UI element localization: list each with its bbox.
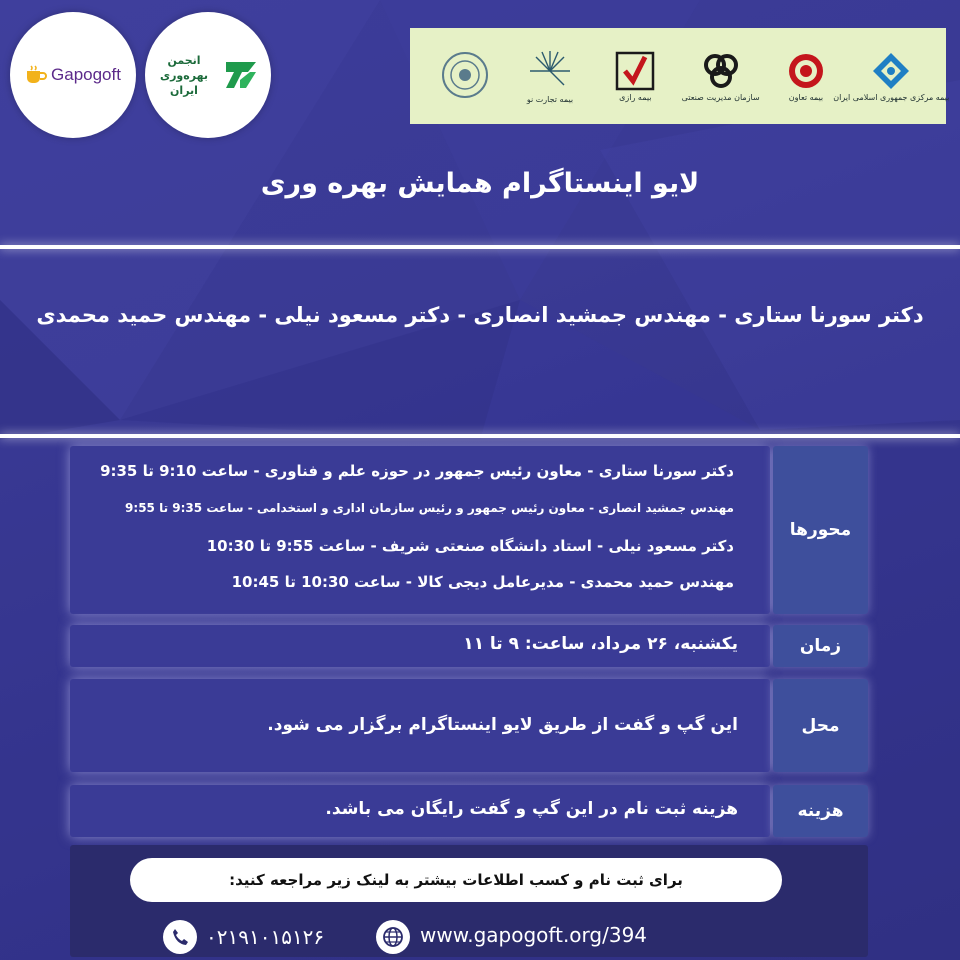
cost-row (70, 785, 868, 837)
time-label: زمان (773, 625, 868, 667)
geometric-emblem-icon (871, 51, 911, 91)
gear-emblem-icon (435, 50, 495, 100)
anjoman-emblem-icon (220, 54, 262, 96)
anjoman-logo-text: انجمن بهره‌وری ایران (160, 53, 208, 97)
cost-value: هزینه ثبت نام در این گپ و گفت رایگان می باشد. (325, 799, 738, 819)
sponsor-logo (600, 51, 670, 102)
anjoman-logo (145, 12, 271, 138)
sunburst-emblem-icon (528, 49, 572, 93)
topic-item: دکتر سورنا ستاری - معاون رئیس جمهور در حوزه علم و فناوری - ساعت 9:10 تا 9:35 (100, 462, 734, 480)
check-emblem-icon (615, 51, 655, 91)
phone-number[interactable]: ۰۲۱۹۱۰۱۵۱۲۶ (206, 925, 325, 949)
rosette-emblem-icon (786, 51, 826, 91)
cost-label: هزینه (773, 785, 868, 837)
sponsor-logo (515, 49, 585, 104)
topics-row (70, 446, 868, 614)
time-row (70, 625, 868, 667)
place-content (70, 679, 770, 772)
sponsors-bar (410, 28, 950, 124)
time-value: یکشنبه، ۲۶ مرداد، ساعت: ۹ تا ۱۱ (463, 634, 738, 654)
place-row (70, 679, 868, 772)
sponsor-logo (681, 51, 760, 102)
sponsor-label: بیمه تعاون (788, 92, 824, 102)
sponsor-logo (771, 51, 841, 102)
time-content (70, 625, 770, 667)
website-link[interactable]: www.gapogoft.org/394 (420, 923, 648, 947)
divider (0, 245, 960, 249)
page-title: لایو اینستاگرام همایش بهره وری (260, 168, 700, 199)
sponsor-logo (430, 50, 500, 102)
footer (70, 845, 868, 957)
topic-item: مهندس جمشید انصاری - معاون رئیس جمهور و رئیس سازمان اداری و استخدامی - ساعت 9:35 تا 9:55 (125, 501, 734, 515)
globe-icon (376, 920, 410, 954)
sponsor-label: بیمه تجارت نو (526, 94, 574, 104)
gapogoft-logo (10, 12, 136, 138)
knot-emblem-icon (701, 51, 741, 91)
coffee-cup-icon (25, 65, 47, 85)
gapogoft-logo-text: Gapogoft (51, 65, 121, 84)
divider (0, 434, 960, 438)
topic-item: مهندس حمید محمدی - مدیرعامل دیجی کالا - ساعت 10:30 تا 10:45 (231, 573, 734, 591)
place-value: این گپ و گفت از طریق لایو اینستاگرام برگزار می شود. (267, 715, 738, 735)
cost-content (70, 785, 770, 837)
topics-label: محورها (773, 446, 868, 614)
cta-banner: برای ثبت نام و کسب اطلاعات بیشتر به لینک زیر مراجعه کنید: (130, 858, 782, 902)
speakers-line: دکتر سورنا ستاری - مهندس جمشید انصاری - دکتر مسعود نیلی - مهندس حمید محمدی (36, 303, 924, 327)
sponsor-label: سازمان مدیریت صنعتی (681, 92, 760, 102)
phone-icon (163, 920, 197, 954)
topic-item: دکتر مسعود نیلی - استاد دانشگاه صنعتی شریف - ساعت 9:55 تا 10:30 (206, 537, 734, 555)
topics-content (70, 446, 770, 614)
sponsor-logo (833, 51, 950, 102)
place-label: محل (773, 679, 868, 772)
sponsor-label: بیمه رازی (619, 92, 652, 102)
sponsor-label: بیمه مرکزی جمهوری اسلامی ایران (833, 92, 950, 102)
